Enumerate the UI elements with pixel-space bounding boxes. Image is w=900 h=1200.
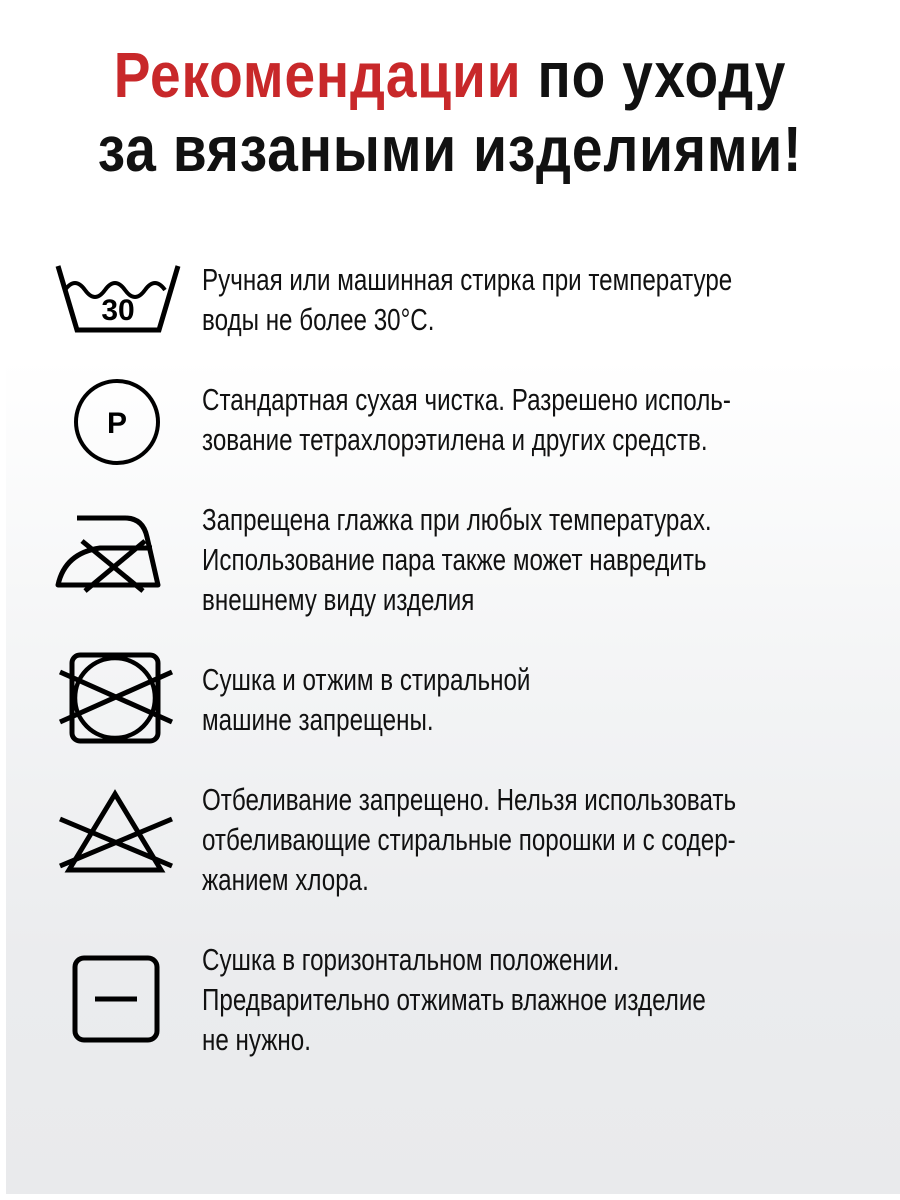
svg-text:30: 30 (101, 294, 135, 327)
title-accent: Рекомендации (113, 39, 522, 111)
dry-flat-icon (72, 955, 162, 1045)
page-title (63, 38, 837, 186)
care-description: Сушка и отжим в стиральной машине запрещены. (202, 662, 531, 737)
svg-text:P: P (106, 407, 128, 440)
no-tumble-dry-icon (57, 652, 175, 744)
care-description: Сушка в горизонтальном положении. Предварительно отжимать влажное изделие не нужно. (202, 942, 706, 1057)
care-description: Отбеливание запрещено. Нельзя использовать отбеливающие стиральные порошки и с содер- жанием хлора. (202, 782, 737, 897)
dry-clean-p-icon (72, 377, 162, 467)
care-description: Запрещена глажка при любых температурах. Использование пара также может навредить внешнему виду изделия (202, 502, 712, 617)
title-line-1-rest: по уходу (521, 39, 787, 111)
care-description: Стандартная сухая чистка. Разрешено исполь- зование тетрахлорэтилена и других средств. (202, 382, 731, 457)
no-iron-icon (55, 515, 170, 595)
wash-30-icon (55, 262, 180, 337)
care-description: Ручная или машинная стирка при температуре воды не более 30°С. (202, 262, 733, 337)
no-bleach-icon (57, 790, 175, 875)
title-line-2: за вязаными изделиями! (97, 113, 803, 185)
title-line-1 (63, 38, 837, 112)
